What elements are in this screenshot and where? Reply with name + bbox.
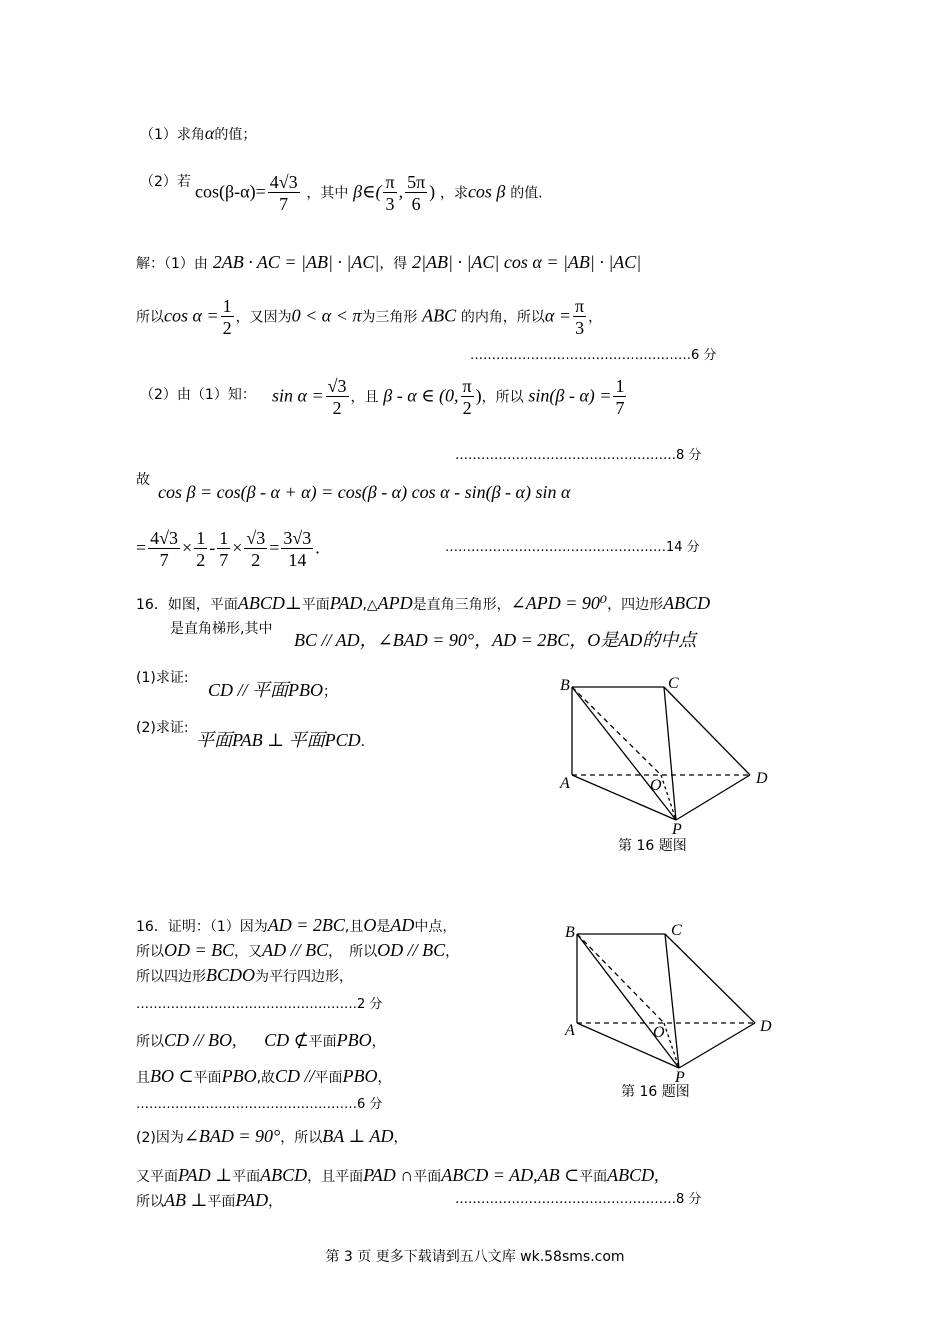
problem-16-line2: 是直角梯形,其中: [170, 621, 273, 637]
proof-line6: 且BO ⊂平面PBO,故CD //平面PBO，: [136, 1066, 392, 1086]
q2-pre: （2）若: [140, 174, 191, 190]
proof2-stmt: 平面PAB ⊥ 平面PCD.: [196, 730, 366, 750]
question-1: [140, 123, 256, 145]
edge-BO-hidden: [572, 687, 661, 775]
q2-cos: cos(β-α)=: [195, 181, 266, 202]
label-A2: A: [565, 1022, 575, 1039]
page-footer: 第 3 页 更多下载请到五八文库 wk.58sms.com: [325, 1249, 625, 1265]
question-2: [140, 172, 191, 192]
proof-line10: 所以AB ⊥平面PAD，: [136, 1190, 283, 1210]
q2-frac: $\frac{4√3}{7}$: [269, 172, 298, 214]
proof2-label: (2)求证:: [136, 720, 189, 736]
q2-end: 的值.: [510, 185, 543, 202]
q2-ask: ，求: [439, 185, 468, 202]
label-P: P: [672, 821, 682, 838]
expand: cos β = cos(β - α + α) = cos(β - α) cos α - sin(β - α) sin α: [158, 482, 571, 502]
label-D2: D: [760, 1018, 772, 1035]
figure-16-top: [550, 670, 780, 860]
edge-DP: [676, 775, 750, 820]
label-O: O: [650, 777, 662, 794]
figure-caption-top: 第 16 题图: [618, 838, 687, 854]
sol1-eq1: 2AB · AC = |AB| · |AC|: [212, 252, 380, 272]
label-B: B: [560, 677, 570, 694]
proof1-label: (1)求证:: [136, 670, 189, 686]
sol1-eq2: 2|AB| · |AC| cos α = |AB| · |AC|: [412, 252, 642, 272]
label-P2: P: [675, 1069, 685, 1086]
question-2-formula: cos(β-α)= $\frac{4√3}{7}$ ，其中 β∈( $\frac{\pi}{3}$ , $\frac{5\pi}{6}$ ) ，求cos β 的值.: [195, 172, 543, 214]
problem-16: 16．如图，平面ABCD⊥平面PAD,△APD是直角三角形，∠APD = 90⁰，四边形ABCD: [136, 593, 711, 613]
problem-16-conds: BC // AD，∠BAD = 90°，AD = 2BC，O是AD的中点: [294, 630, 697, 650]
label-C2: C: [671, 922, 682, 939]
solution-1: 解：（1）由 2AB · AC = |AB| · |AC|，得 2|AB| · |AC| cos α = |AB| · |AC|: [136, 252, 642, 272]
q1-var: α: [204, 123, 215, 143]
score-8b: ……………………………………………8 分: [455, 1192, 702, 1207]
q1-end: 的值；: [214, 127, 257, 143]
q1-text: （1）求角: [140, 127, 205, 143]
score-6b: ……………………………………………6 分: [136, 1097, 383, 1112]
label-D: D: [756, 770, 768, 787]
label-B2: B: [565, 924, 575, 941]
score-6: ……………………………………………6 分: [470, 348, 717, 363]
score-2: ……………………………………………2 分: [136, 997, 383, 1012]
figure-caption-bottom: 第 16 题图: [621, 1084, 690, 1100]
solution-2: （2）由（1）知：: [140, 387, 256, 403]
label-A: A: [560, 775, 570, 792]
proof1-stmt: CD // 平面PBO；: [208, 680, 337, 700]
proof-line9: 又平面PAD ⊥平面ABCD，且平面PAD ∩平面ABCD = AD,AB ⊂平面ABCD,: [136, 1165, 659, 1185]
result: = $\frac{4√3}{7}$ × $\frac{1}{2}$ - $\frac{1}{7}$ × $\frac{√3}{2}$ = $\frac{3√3}{14}$ .: [136, 528, 320, 570]
solution-2-formula: sin α = $\frac{√3}{2}$ ，且 β - α ∈ (0, $\frac{\pi}{2}$ )，所以 sin(β - α) = $\frac{1}{7}$: [272, 376, 625, 418]
score-8a: ……………………………………………8 分: [455, 448, 702, 463]
q2-beta: β∈(: [353, 181, 382, 202]
proof-line8: (2)因为∠BAD = 90°，所以BA ⊥ AD，: [136, 1126, 408, 1146]
proof-line3: 所以四边形BCDO为平行四边形，: [136, 965, 353, 985]
score-14: ……………………………………………14 分: [445, 540, 700, 555]
proof-line1: 16．证明：（1）因为AD = 2BC,且O是AD中点，: [136, 915, 457, 935]
proof-line2: 所以OD = BC，又AD // BC， 所以OD // BC，: [136, 940, 460, 960]
figure-16-bottom: [555, 918, 785, 1108]
label-C: C: [668, 675, 679, 692]
q2-cosb: cos β: [467, 181, 506, 202]
gu: 故: [136, 472, 150, 488]
solution-1b: 所以cos α = $\frac{1}{2}$ ，又因为0 < α < π为三角形 ABC 的内角，所以α = $\frac{\pi}{3}$ ，: [136, 296, 603, 338]
q2-mid: ，其中: [306, 185, 349, 202]
edge-CD: [664, 687, 750, 775]
edge-BP: [572, 687, 676, 820]
label-O2: O: [653, 1024, 665, 1041]
proof-line5: 所以CD // BO, CD ⊄平面PBO，: [136, 1030, 386, 1050]
